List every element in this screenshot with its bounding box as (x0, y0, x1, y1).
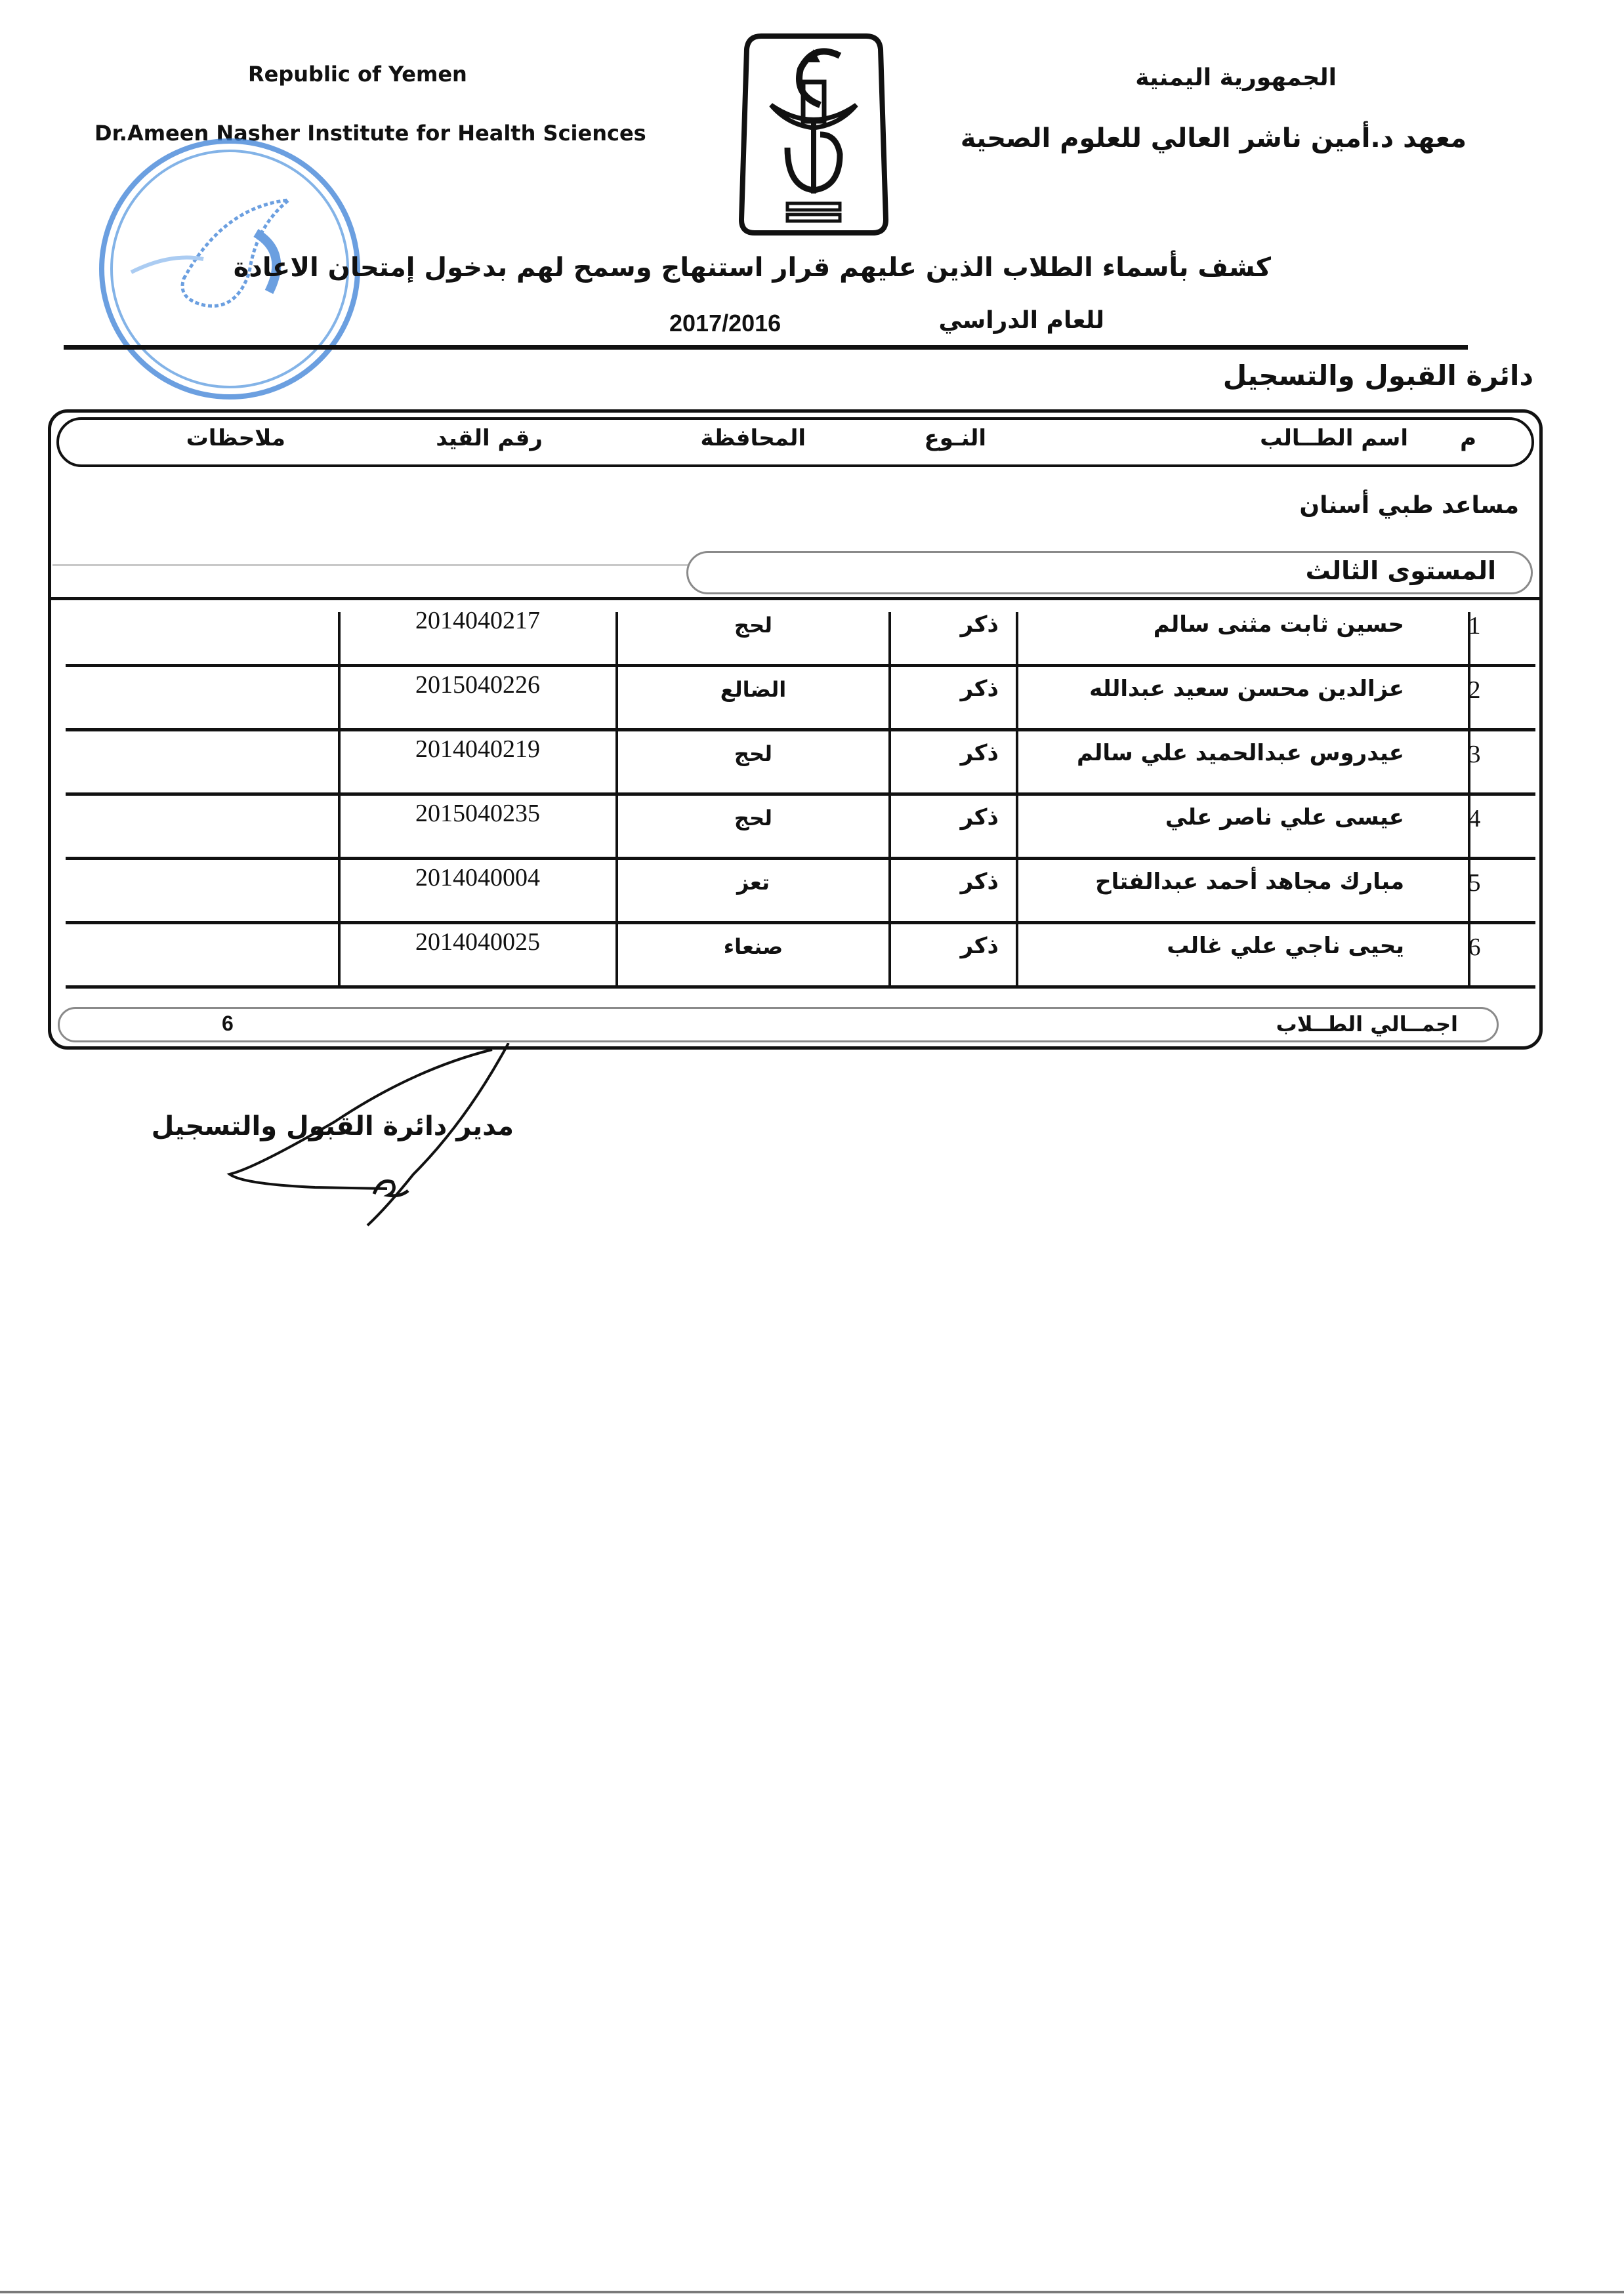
department-title: دائرة القبول والتسجيل (1222, 359, 1533, 392)
column-divider (338, 795, 341, 859)
header-ar-institute: معهد د.أمين ناشر العالي للعلوم الصحية (960, 123, 1467, 154)
cell-governorate: تعز (737, 870, 770, 895)
header-en-country: Republic of Yemen (248, 62, 467, 87)
cell-gender: ذكر (960, 933, 999, 959)
student-rows (0, 0, 1624, 1050)
handwritten-signature-icon (217, 1043, 525, 1227)
program-name: مساعد طبي أسنان (1299, 492, 1519, 519)
column-header-index: م (1460, 425, 1476, 451)
cell-index: 5 (1468, 869, 1481, 897)
cell-index: 4 (1468, 805, 1481, 832)
column-divider (1016, 859, 1018, 924)
header-en-institute: Dr.Ameen Nasher Institute for Health Sciences (94, 121, 646, 146)
column-header-reg-no: رقم القيد (436, 425, 543, 451)
cell-index: 3 (1468, 741, 1481, 768)
column-divider (1016, 666, 1018, 731)
column-divider (338, 859, 341, 924)
cell-registration-number: 2014040219 (415, 735, 540, 763)
cell-governorate: الضالع (720, 677, 787, 702)
cell-registration-number: 2014040004 (415, 864, 540, 892)
cell-student-name: يحيى ناجي علي غالب (1167, 933, 1404, 959)
column-header-gender: النـوع (924, 425, 986, 451)
column-divider (888, 859, 891, 924)
cell-gender: ذكر (960, 804, 999, 830)
cell-gender: ذكر (960, 676, 999, 702)
column-header-name: اسم الطــالب (1260, 425, 1408, 451)
table-row (0, 859, 1624, 924)
cell-student-name: عزالدين محسن سعيد عبدالله (1089, 676, 1404, 702)
table-row (0, 666, 1624, 731)
cell-student-name: حسين ثابت مثنى سالم (1153, 611, 1404, 638)
column-divider (338, 666, 341, 731)
cell-governorate: لحج (734, 806, 773, 830)
table-row (0, 795, 1624, 859)
column-divider (1016, 731, 1018, 795)
cell-index: 2 (1468, 676, 1481, 704)
scan-edge (0, 2291, 1624, 2293)
column-divider (888, 612, 891, 666)
column-divider (1016, 795, 1018, 859)
column-divider (338, 924, 341, 988)
academic-year-value: 2017/2016 (669, 310, 781, 337)
row-divider (66, 985, 1535, 989)
cell-registration-number: 2015040226 (415, 671, 540, 699)
total-value: 6 (222, 1012, 234, 1035)
column-divider (1016, 924, 1018, 988)
column-divider (888, 731, 891, 795)
cell-governorate: لحج (734, 741, 773, 766)
column-divider (888, 924, 891, 988)
cell-governorate: صنعاء (723, 934, 783, 959)
column-divider (338, 731, 341, 795)
table-row (0, 924, 1624, 988)
cell-gender: ذكر (960, 869, 999, 895)
column-header-governorate: المحافظة (700, 425, 806, 451)
cell-student-name: مبارك مجاهد أحمد عبدالفتاح (1095, 869, 1404, 895)
table-row (0, 731, 1624, 795)
cell-index: 1 (1468, 612, 1481, 640)
cell-gender: ذكر (960, 611, 999, 638)
signature-title: مدير دائرة القبول والتسجيل (151, 1111, 514, 1141)
table-row (0, 602, 1624, 666)
column-divider (888, 666, 891, 731)
cell-index: 6 (1468, 933, 1481, 961)
cell-registration-number: 2015040235 (415, 800, 540, 827)
header-ar-country: الجمهورية اليمنية (1135, 64, 1337, 91)
cell-registration-number: 2014040217 (415, 607, 540, 634)
document-title: كشف بأسماء الطلاب الذين عليهم قرار استنهاج وسمح لهم بدخول إمتحان الاعادة (233, 253, 1271, 283)
cell-student-name: عيسى علي ناصر علي (1165, 804, 1404, 830)
cell-registration-number: 2014040025 (415, 928, 540, 956)
level-name: المستوى الثالث (1305, 556, 1496, 585)
column-divider (1016, 612, 1018, 666)
academic-year-label: للعام الدراسي (938, 307, 1104, 334)
cell-governorate: لحج (734, 613, 773, 638)
column-divider (888, 795, 891, 859)
cell-student-name: عيدروس عبدالحميد علي سالم (1077, 740, 1404, 766)
column-header-notes: ملاحظات (186, 425, 285, 451)
cell-gender: ذكر (960, 740, 999, 766)
total-label: اجمــالي الطــلاب (1276, 1012, 1458, 1036)
column-divider (338, 612, 341, 666)
